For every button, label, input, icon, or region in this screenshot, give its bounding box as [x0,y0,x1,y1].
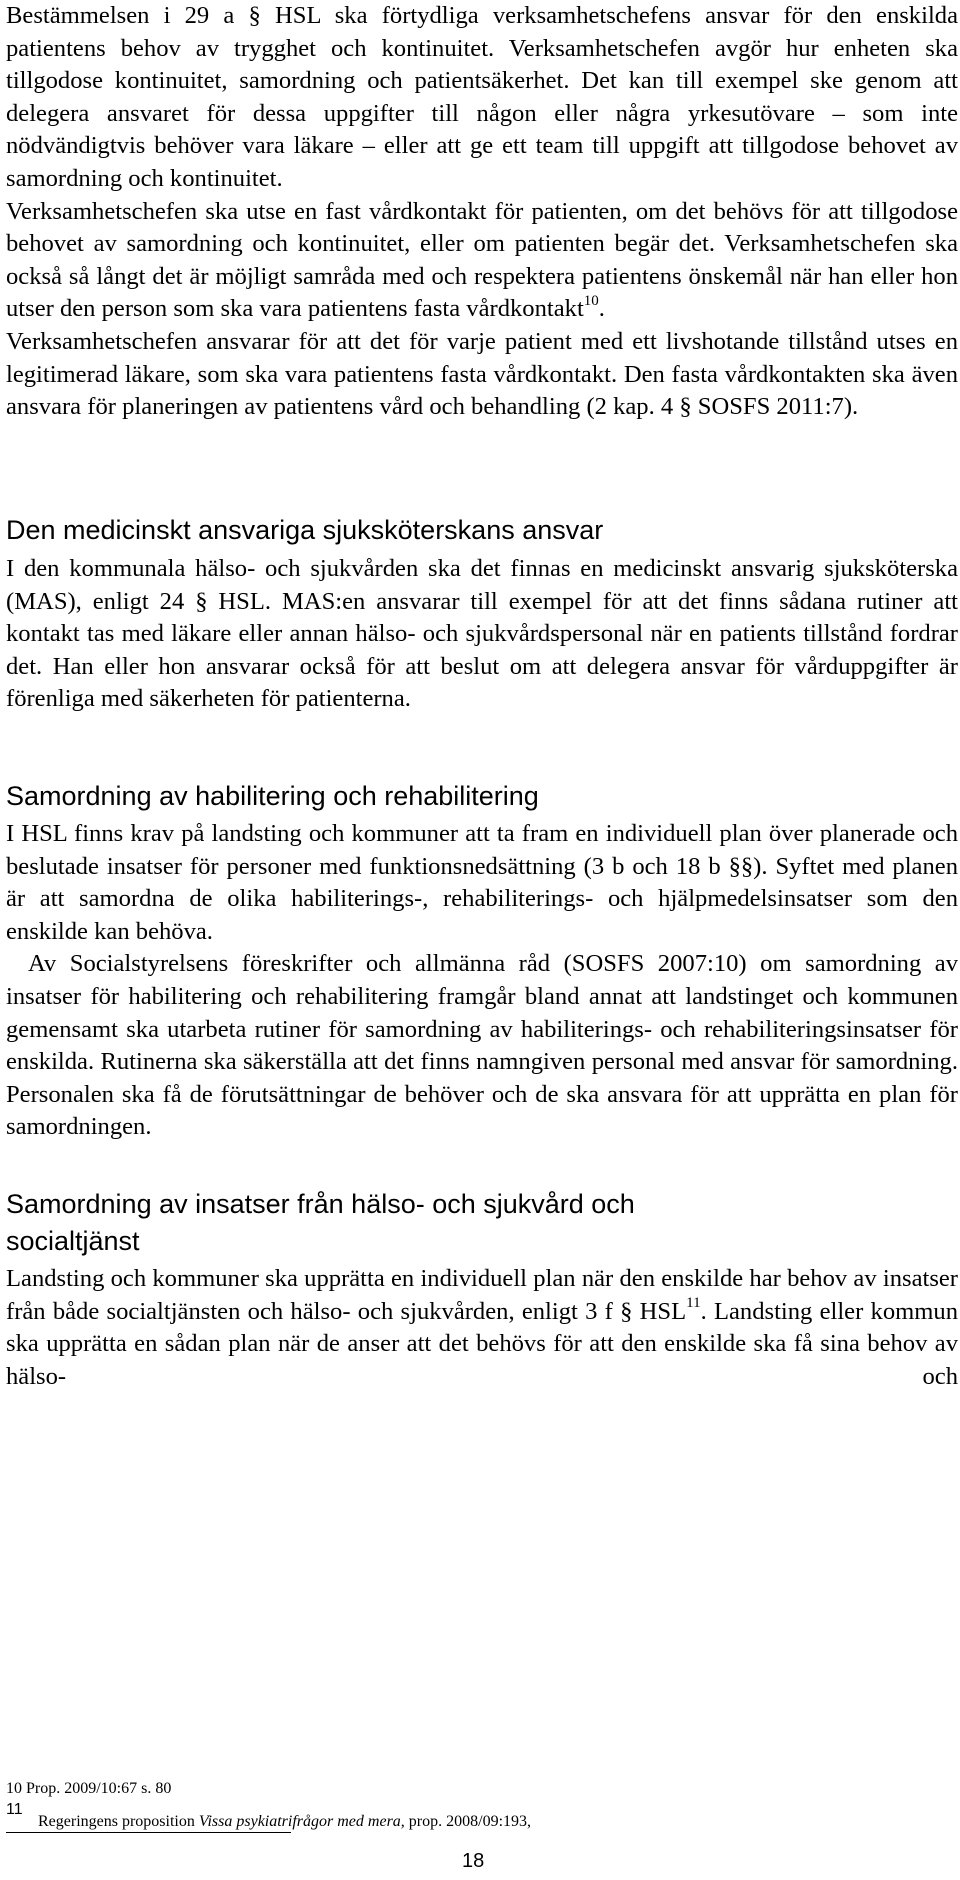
paragraph-insatser-1-text: Landsting och kommuner ska upprätta en individuell plan när den enskilde har behov av insatser från både socialtjänsten och hälso- och sjukvården, enligt 3 f § HSL [6,1265,958,1325]
mas-block [6,553,958,716]
page-number: 18 [462,1850,485,1872]
insatser-block [6,1263,958,1393]
paragraph-intro-1: Bestämmelsen i 29 a § HSL ska förtydliga verksamhetschefens ansvar för den enskilda patientens behov av trygghet och kontinuitet. Verksamhetschefen avgör hur enheten ska tillgodose kontinuitet, samordning och patientsäkerhet. Det kan till exempel ske genom att delegera ansvaret för dessa uppgifter till någon eller några yrkesutövare – som inte nödvändigtvis behöver vara läkare – eller att ge ett team till uppgift att tillgodose behovet av samordning och kontinuitet. [6,2,958,192]
footnote-ref-10[interactable]: 10 [583,293,599,310]
paragraph-intro-2 [6,196,958,326]
footnote-11-title: Vissa psykiatrifrågor med mera, [198,1813,405,1830]
paragraph-insatser-1-cont: . Landsting eller kommun ska upprätta en sådan plan när de anser att det behövs för att den enskilde ska få sina behov av hälso- och [6,1297,958,1390]
footnote-11-prefix: Regeringens proposition [38,1813,199,1830]
intro-block [6,0,958,424]
paragraph-intro-2-text: Verksamhetschefen ska utse en fast vårdkontakt för patienten, om det behövs för att tillgodose behovet av samordning och kontinuitet, eller om patienten begär det. Verksamhetschefen ska också så långt det är möjligt samråda med och respektera patientens önskemål när han eller hon utser den person som ska vara patientens fasta vårdkontakt [6,197,958,323]
paragraph-mas-1: I den kommunala hälso- och sjukvården ska det finnas en medicinskt ansvarig sjuksköterska (MAS), enligt 24 § HSL. MAS:en ansvarar till exempel för att det finns sådana rutiner att kontakt tas med läkare eller annan hälso- och sjukvårdspersonal när en patients tillstånd fordrar det. Han eller hon ansvarar också för att beslut om att delegera ansvar för vårduppgifter är förenliga med säkerheten för patienterna. [6,555,958,713]
footnote-11-number: 11 [6,1801,23,1818]
paragraph-habilitering-2: Av Socialstyrelsens föreskrifter och allmänna råd (SOSFS 2007:10) om samordning av insatser för habilitering och rehabilitering framgår bland annat att landstinget och kommunen gemensamt ska utarbeta rutiner för samordning av habiliterings- och rehabiliteringsinsatser för enskilda. Rutinerna ska säkerställa att det finns namngiven personal med ansvar för samordning. Personalen ska få de förutsättningar de behöver och de ska ansvara för att upprätta en plan för samordningen. [6,950,958,1141]
footnote-11-suffix: prop. 2008/09:193, [404,1813,532,1830]
paragraph-intro-3: Verksamhetschefen ansvarar för att det för varje patient med ett livshotande tillstånd utses en legitimerad läkare, som ska vara patientens fasta vårdkontakt. Den fasta vårdkontakten ska även ansvara för planeringen av patientens vård och behandling (2 kap. 4 § SOSFS 2011:7). [6,327,958,421]
heading-insatser: Samordning av insatser från hälso- och sjukvård och socialtjänst [6,1189,635,1256]
paragraph-habilitering-1: I HSL finns krav på landsting och kommuner att ta fram en individuell plan över planerade och beslutade insatser för personer med funktionsnedsättning (3 b och 18 b §§). Syftet med planen är att samordna de olika habiliterings-, rehabiliterings- och hjälpmedelsinsatser som den enskilde kan behöva. [6,820,958,945]
paragraph-insatser-1 [6,1263,958,1393]
paragraph-intro-2-end: . [598,295,605,323]
footnote-11-text [38,1812,531,1832]
footnote-ref-11[interactable]: 11 [686,1295,701,1312]
footnote-10: 10 Prop. 2009/10:67 s. 80 [6,1780,172,1797]
heading-habilitering: Samordning av habilitering och rehabilitering [6,781,539,811]
habilitering-block [6,818,958,1144]
footnote-divider [6,1832,291,1833]
heading-mas: Den medicinskt ansvariga sjuksköterskans ansvar [6,515,604,545]
